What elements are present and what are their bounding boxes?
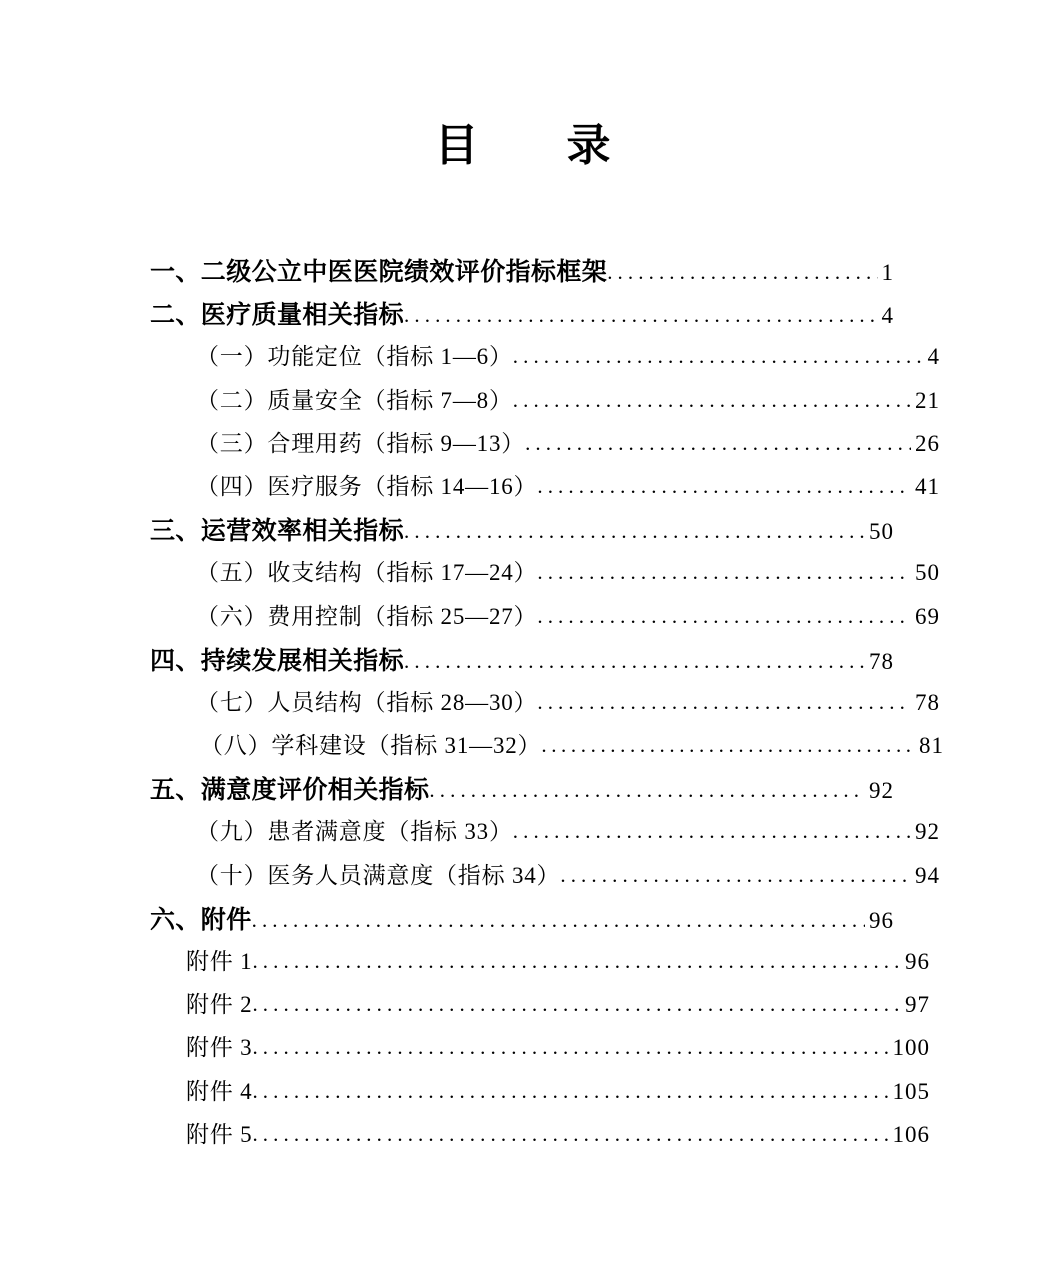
toc-entry-page-number: 92 (869, 778, 894, 804)
toc-entry-label: （十）医务人员满意度（指标 34） (196, 862, 561, 888)
toc-entry-page-number: 81 (919, 733, 944, 759)
toc-entry-label: 附件 3 (186, 1035, 253, 1061)
toc-entry[interactable] (150, 425, 940, 468)
toc-entry-label: 附件 4 (186, 1078, 253, 1104)
page-title: 目 录 (434, 121, 633, 170)
toc-entry-page-number: 100 (892, 1035, 930, 1061)
toc-entry-page-number: 41 (915, 473, 940, 499)
toc-entry-label: （七）人员结构（指标 28—30） (196, 689, 538, 715)
toc-dot-leader (525, 431, 911, 456)
toc-entry-page-number: 94 (915, 862, 940, 888)
toc-entry[interactable] (150, 382, 940, 425)
toc-entry[interactable] (150, 1073, 930, 1116)
toc-dot-leader (607, 260, 877, 285)
toc-entry-page-number: 97 (905, 992, 930, 1018)
toc-entry-page-number: 50 (915, 560, 940, 586)
toc-entry[interactable] (150, 943, 930, 986)
toc-dot-leader (252, 949, 901, 974)
toc-dot-leader (404, 519, 865, 544)
toc-entry[interactable] (150, 598, 940, 641)
toc-dot-leader (252, 1035, 888, 1060)
toc-entry-label: （五）收支结构（指标 17—24） (196, 560, 538, 586)
toc-entry-page-number: 26 (915, 430, 940, 456)
toc-dot-leader (537, 560, 911, 585)
toc-entry-page-number: 69 (915, 603, 940, 629)
toc-entry[interactable] (150, 986, 930, 1029)
toc-entry[interactable] (150, 295, 894, 338)
toc-dot-leader (429, 778, 865, 803)
toc-entry[interactable] (150, 727, 944, 770)
toc-entry-label: （二）质量安全（指标 7—8） (196, 387, 513, 413)
toc-entry-page-number: 4 (881, 303, 894, 329)
toc-entry-label: 六、附件 (150, 905, 252, 934)
toc-entry[interactable] (150, 511, 894, 554)
toc-dot-leader (513, 388, 911, 413)
toc-entry[interactable] (150, 1029, 930, 1072)
toc-entry[interactable] (150, 252, 894, 295)
toc-dot-leader (404, 649, 865, 674)
toc-entry-page-number: 105 (892, 1078, 930, 1104)
toc-entry[interactable] (150, 813, 940, 856)
toc-entry-label: （八）学科建设（指标 31—32） (200, 733, 542, 759)
toc-entry[interactable] (150, 900, 894, 943)
toc-dot-leader (404, 303, 877, 328)
toc-dot-leader (513, 819, 911, 844)
toc-dot-leader (252, 908, 865, 933)
toc-entry-page-number: 78 (915, 689, 940, 715)
toc-entry-page-number: 96 (905, 949, 930, 974)
toc-dot-leader (252, 992, 901, 1017)
toc-entry-page-number: 96 (869, 907, 894, 933)
toc-entry-page-number: 92 (915, 819, 940, 845)
toc-dot-leader (560, 863, 911, 888)
toc-entry[interactable] (150, 554, 940, 597)
toc-entry-label: 附件 1 (186, 949, 253, 974)
toc-entry[interactable] (150, 641, 894, 684)
toc-dot-leader (252, 1079, 888, 1104)
toc-entry-page-number: 78 (869, 648, 894, 674)
toc-entry[interactable] (150, 338, 940, 381)
toc-entry-label: （三）合理用药（指标 9—13） (196, 430, 526, 456)
toc-entry[interactable] (150, 468, 940, 511)
toc-dot-leader (513, 344, 924, 369)
toc-entry-label: 四、持续发展相关指标 (150, 646, 405, 675)
toc-entry-label: （四）医疗服务（指标 14—16） (196, 473, 538, 499)
table-of-contents (150, 252, 944, 1159)
toc-dot-leader (537, 690, 911, 715)
toc-entry-label: 附件 2 (186, 992, 253, 1018)
toc-entry-page-number: 106 (892, 1121, 930, 1147)
toc-dot-leader (537, 604, 911, 629)
toc-entry[interactable] (150, 1116, 930, 1159)
toc-entry-label: （六）费用控制（指标 25—27） (196, 603, 538, 629)
toc-dot-leader (252, 1122, 888, 1147)
toc-entry-label: 一、二级公立中医医院绩效评价指标框架 (150, 258, 608, 286)
toc-dot-leader (537, 474, 911, 499)
toc-entry-label: 附件 5 (186, 1121, 253, 1147)
toc-entry[interactable] (150, 770, 894, 813)
toc-entry-label: 二、医疗质量相关指标 (150, 301, 405, 330)
toc-dot-leader (541, 733, 915, 758)
toc-entry-page-number: 1 (881, 260, 894, 285)
toc-entry[interactable] (150, 684, 940, 727)
toc-entry-page-number: 50 (869, 519, 894, 545)
toc-entry-label: 三、运营效率相关指标 (150, 517, 405, 546)
toc-entry[interactable] (150, 857, 940, 900)
toc-entry-label: 五、满意度评价相关指标 (150, 776, 430, 805)
toc-entry-label: （九）患者满意度（指标 33） (196, 819, 513, 845)
toc-entry-page-number: 21 (915, 387, 940, 413)
toc-entry-page-number: 4 (927, 344, 940, 370)
toc-entry-label: （一）功能定位（指标 1—6） (196, 344, 513, 370)
